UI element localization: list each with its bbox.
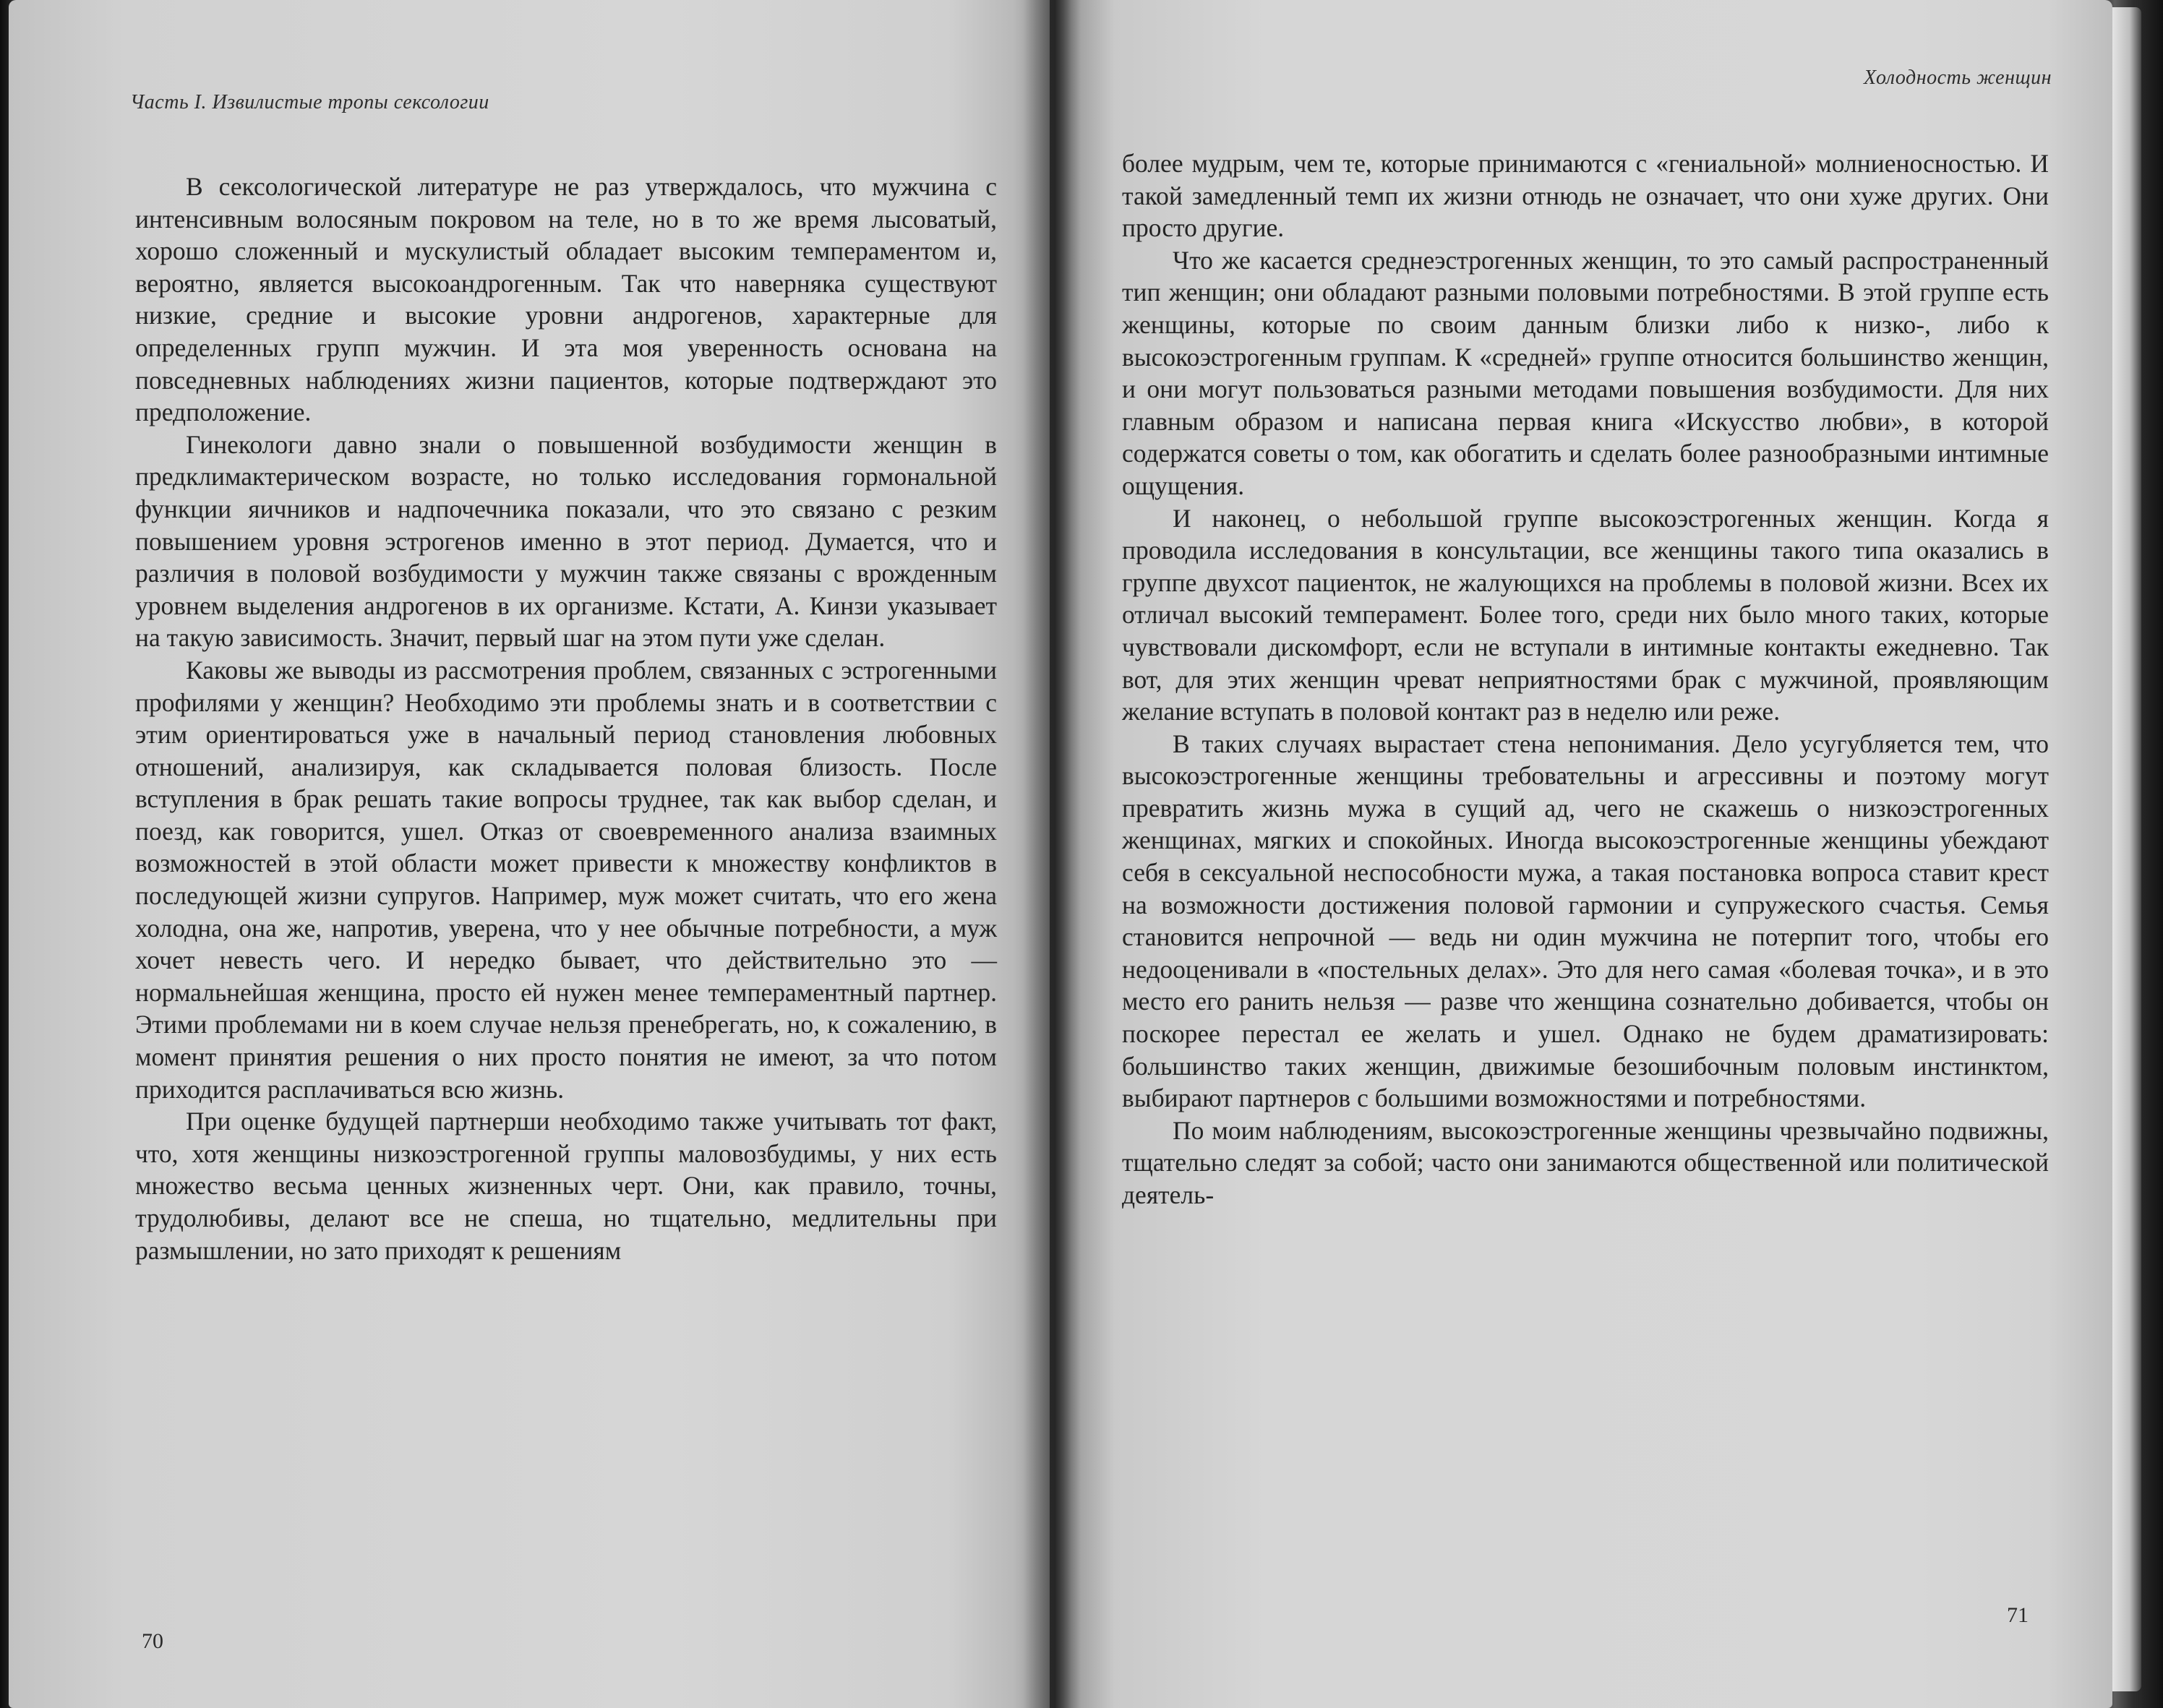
continued-paragraph: более мудрым, чем те, которые принимаются с «гениальной» молниеносностью. И такой замедленный темп их жизни отнюдь не означает, что они хуже других. Они просто другие. bbox=[1122, 149, 2049, 243]
paragraph: При оценке будущей партнерши необходимо также учитывать тот факт, что, хотя женщины низкоэстрогенной группы маловозбудимы, у них есть множество весьма ценных жизненных черт. Они, как правило, точны, трудолюбивы, делают все не спеша, но тщательно, медлительны при размышлении, но зато приходят к решениям bbox=[135, 1107, 997, 1265]
left-page-body bbox=[135, 171, 997, 1266]
page-edge bbox=[2112, 7, 2141, 1691]
paragraph: В сексологической литературе не раз утверждалось, что мужчина с интенсивным волосяным покровом на теле, но в то же время лысоватый, хорошо сложенный и мускулистый обладает высоким темпераментом и, вероятно, является высокоандрогенным. Так что наверняка существуют низкие, средние и высокие уровни андрогенов, характерные для определенных групп мужчин. И эта моя уверенность основана на повседневных наблюдениях жизни пациентов, которые подтверждают это предположение. bbox=[135, 172, 997, 427]
left-page bbox=[9, 0, 1050, 1708]
paragraph: Гинекологи давно знали о повышенной возбудимости женщин в предклимактерическом возрасте, но только исследования гормональной функции яичников и надпочечника показали, что это связано с резким повышением уровня эстрогенов именно в этот период. Думается, что и различия в половой возбудимости у мужчин также связаны с врожденным уровнем выделения андрогенов в их организме. Кстати, А. Кинзи указывает на такую зависимость. Значит, первый шаг на этом пути уже сделан. bbox=[135, 429, 997, 653]
running-head-right: Холодность женщин bbox=[1864, 66, 2052, 89]
paragraph: В таких случаях вырастает стена непонимания. Дело усугубляется тем, что высокоэстрогенные женщины требовательны и агрессивны и поэтому могут превратить жизнь мужа в сущий ад, чего не скажешь о низкоэстрогенных женщинах, мягких и спокойных. Иногда высокоэстрогенные женщины убеждают себя в сексуальной неспособности мужа, а такая постановка вопроса ставит крест на возможности достижения половой гармонии и супружеского счастья. Семья становится непрочной — ведь ни один мужчина не потерпит того, чтобы его недооценивали в «постельных делах». Это для него самая «болевая точка», и в это место его ранить нельзя — разве что женщина сознательно добивается, чтобы он поскорее перестал ее желать и ушел. Однако не будем драматизировать: большинство таких женщин, движимые безошибочным половым инстинктом, выбирают партнеров с большими возможностями и потребностями. bbox=[1122, 729, 2049, 1113]
right-page bbox=[1050, 0, 2112, 1708]
paragraph: По моим наблюдениям, высокоэстрогенные женщины чрезвычайно подвижны, тщательно следят за собой; часто они занимаются общественной или политической деятель- bbox=[1122, 1115, 2049, 1209]
paragraph: Каковы же выводы из рассмотрения проблем, связанных с эстрогенными профилями у женщин? Необходимо эти проблемы знать и в соответствии с этим ориентироваться уже в начальный период становления любовных отношений, анализируя, как складывается половая близость. После вступления в брак решать такие вопросы труднее, так как выбор сделан, и поезд, как говорится, ушел. Отказ от своевременного анализа взаимных возможностей в этой области может привести к множеству конфликтов в последующей жизни супругов. Например, муж может считать, что его жена холодна, она же, напротив, уверена, что у нее обычные потребности, а муж хочет невесть чего. И нередко бывает, что действительно это — нормальнейшая женщина, просто ей нужен менее темпераментный партнер. Этими проблемами ни в коем случае нельзя пренебрегать, но, к сожалению, в момент принятия решения о них просто понятия не имеют, за что потом приходится расплачиваться всю жизнь. bbox=[135, 655, 997, 1104]
running-head-left: Часть I. Извилистые тропы сексологии bbox=[130, 91, 489, 113]
paragraph: Что же касается среднеэстрогенных женщин, то это самый распространенный тип женщин; они обладают разными половыми потребностями. В этой группе есть женщины, которые по своим данным близки либо к низко-, либо к высокоэстрогенным группам. К «средней» группе относится большинство женщин, и они могут пользоваться разными методами повышения возбудимости. Для них главным образом и написана первая книга «Искусство любви», в которой содержатся советы о том, как обогатить и сделать более разнообразными интимные ощущения. bbox=[1122, 245, 2049, 500]
page-number-right: 71 bbox=[2007, 1603, 2029, 1627]
paragraph: И наконец, о небольшой группе высокоэстрогенных женщин. Когда я проводила исследования в консультации, все женщины такого типа оказались в группе двухсот пациенток, не жалующихся на проблемы в половой жизни. Всех их отличал высокий темперамент. Более того, среди них было много таких, которые чувствовали дискомфорт, если не вступали в интимные контакты ежедневно. Так вот, для этих женщин чреват неприятностями брак с мужчиной, проявляющим желание вступать в половой контакт раз в неделю или реже. bbox=[1122, 503, 2049, 726]
right-page-body bbox=[1122, 147, 2049, 1211]
page-number-left: 70 bbox=[142, 1629, 163, 1653]
